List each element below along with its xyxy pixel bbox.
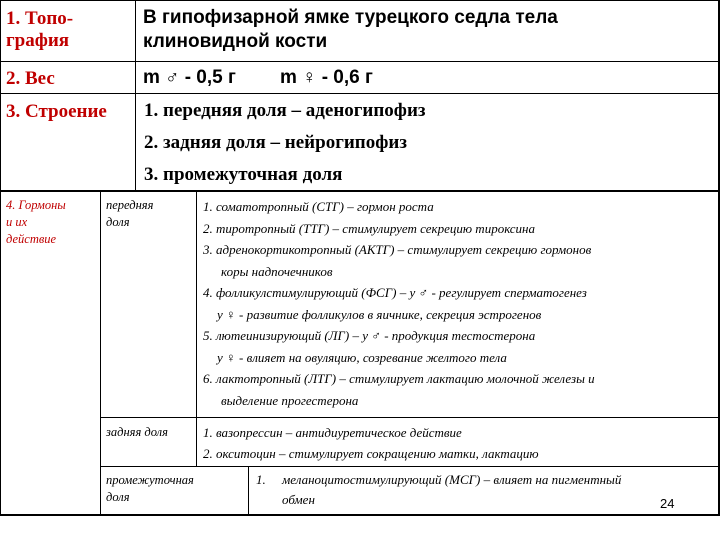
list-item: меланоцитостимулирующий (МСГ) – влияет на пигментный (282, 472, 622, 487)
list-item: 3. адренокортикотропный (АКТГ) – стимулирует секрецию гормонов (203, 242, 592, 257)
list-item: коры надпочечников (221, 263, 333, 279)
weight-label: 2. Вес (6, 68, 55, 89)
structure-label: 3. Строение (6, 101, 107, 122)
weight-male: m ♂ - 0,5 г (143, 67, 236, 88)
list-item: 1. вазопрессин – антидиуретическое действие (203, 425, 462, 440)
divider (248, 466, 249, 515)
list-item: 2. тиротропный (ТТГ) – стимулирует секрецию тироксина (203, 220, 536, 236)
list-item: 4. фолликулстимулирующий (ФСГ) – у ♂ - регулирует сперматогенез (203, 285, 587, 300)
list-item: выделение прогестерона (221, 392, 359, 408)
posterior-lobe-hormones (203, 422, 717, 464)
list-item: 2. задняя доля – нейрогипофиз (144, 132, 407, 153)
list-item: у ♀ - влияет на овуляцию, созревание желтого тела (217, 349, 507, 365)
list-item: 1. передняя доля – аденогипофиз (144, 100, 426, 121)
weight-female: m ♀ - 0,6 г (280, 67, 373, 88)
divider (100, 466, 720, 467)
intermediate-lobe-label: промежуточная доля (106, 473, 194, 504)
structure-list (144, 95, 714, 191)
list-item: 1. соматотропный (СТГ) – гормон роста (203, 199, 434, 214)
intermediate-lobe-hormones (282, 470, 716, 510)
intermediate-lobe-number: 1. (256, 472, 266, 487)
divider (100, 191, 101, 515)
topography-label: 1. Топо- графия (6, 8, 74, 51)
divider (0, 0, 1, 516)
divider (100, 417, 720, 418)
list-item: 3. промежуточная доля (144, 164, 343, 185)
divider (135, 0, 136, 191)
list-item: у ♀ - развитие фолликулов в яичнике, секреция эстрогенов (217, 306, 542, 322)
divider (0, 93, 720, 94)
posterior-lobe-label: задняя доля (106, 425, 168, 439)
divider (0, 514, 720, 516)
anterior-lobe-hormones (203, 196, 717, 411)
topography-text: В гипофизарной ямке турецкого седла тела клиновидной кости (143, 7, 558, 52)
list-item: 6. лактотропный (ЛТГ) – стимулирует лактацию молочной железы и (203, 371, 595, 386)
list-item: 5. лютеинизирующий (ЛГ) – у ♂ - продукция тестостерона (203, 328, 536, 343)
divider (0, 61, 720, 62)
hormones-label: 4. Гормоны и их действие (6, 198, 66, 246)
list-item: 2. окситоцин – стимулирует сокращению матки, лактацию (203, 446, 539, 461)
divider (0, 0, 720, 1)
anterior-lobe-label: передняя доля (106, 198, 154, 229)
page-number: 24 (660, 496, 675, 511)
list-item: обмен (282, 492, 315, 507)
